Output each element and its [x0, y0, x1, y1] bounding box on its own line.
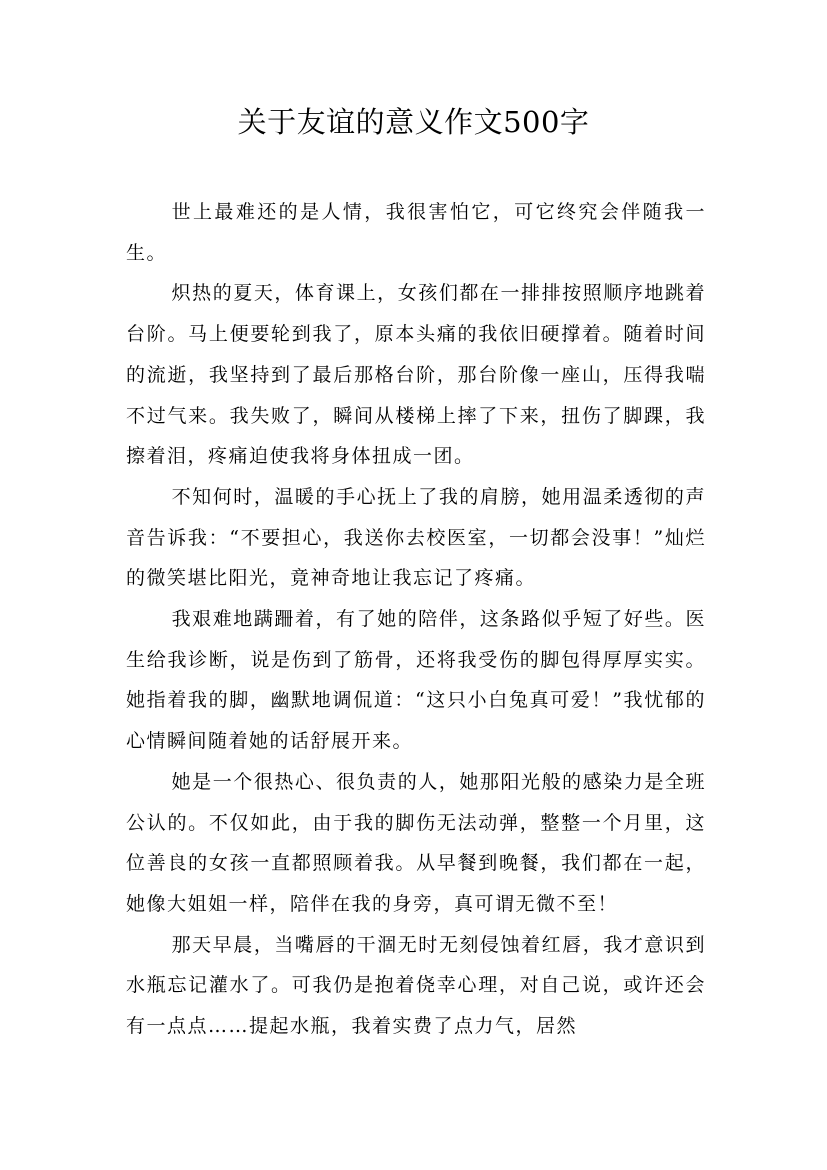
paragraph: 炽热的夏天，体育课上，女孩们都在一排排按照顺序地跳着台阶。马上便要轮到我了，原本头痛的我依旧硬撑着。随着时间的流逝，我坚持到了最后那格台阶，那台阶像一座山，压得我喘不过气来。我失败了，瞬间从楼梯上摔了下来，扭伤了脚踝，我擦着泪，疼痛迫使我将身体扭成一团。 — [126, 282, 706, 468]
paragraph: 世上最难还的是人情，我很害怕它，可它终究会伴随我一生。 — [126, 201, 706, 264]
paragraph: 不知何时，温暖的手心抚上了我的肩膀，她用温柔透彻的声音告诉我：“不要担心，我送你去校医室，一切都会没事！”灿烂的微笑堪比阳光，竟神奇地让我忘记了疼痛。 — [126, 485, 706, 590]
document-body — [126, 192, 706, 1047]
paragraph: 她是一个很热心、很负责的人，她那阳光般的感染力是全班公认的。不仅如此，由于我的脚伤无法动弹，整整一个月里，这位善良的女孩一直都照顾着我。从早餐到晚餐，我们都在一起，她像大姐姐一样，陪伴在我的身旁，真可谓无微不至！ — [126, 770, 706, 915]
paragraph: 我艰难地蹒跚着，有了她的陪伴，这条路似乎短了好些。医生给我诊断，说是伤到了筋骨，还将我受伤的脚包得厚厚实实。她指着我的脚，幽默地调侃道：“这只小白兔真可爱！”我忧郁的心情瞬间随着她的话舒展开来。 — [126, 608, 706, 753]
document-title: 关于友谊的意义作文500字 — [237, 105, 590, 139]
paragraph: 那天早晨，当嘴唇的干涸无时无刻侵蚀着红唇，我才意识到水瓶忘记灌水了。可我仍是抱着侥幸心理，对自己说，或许还会有一点点……提起水瓶，我着实费了点力气，居然 — [126, 933, 706, 1038]
